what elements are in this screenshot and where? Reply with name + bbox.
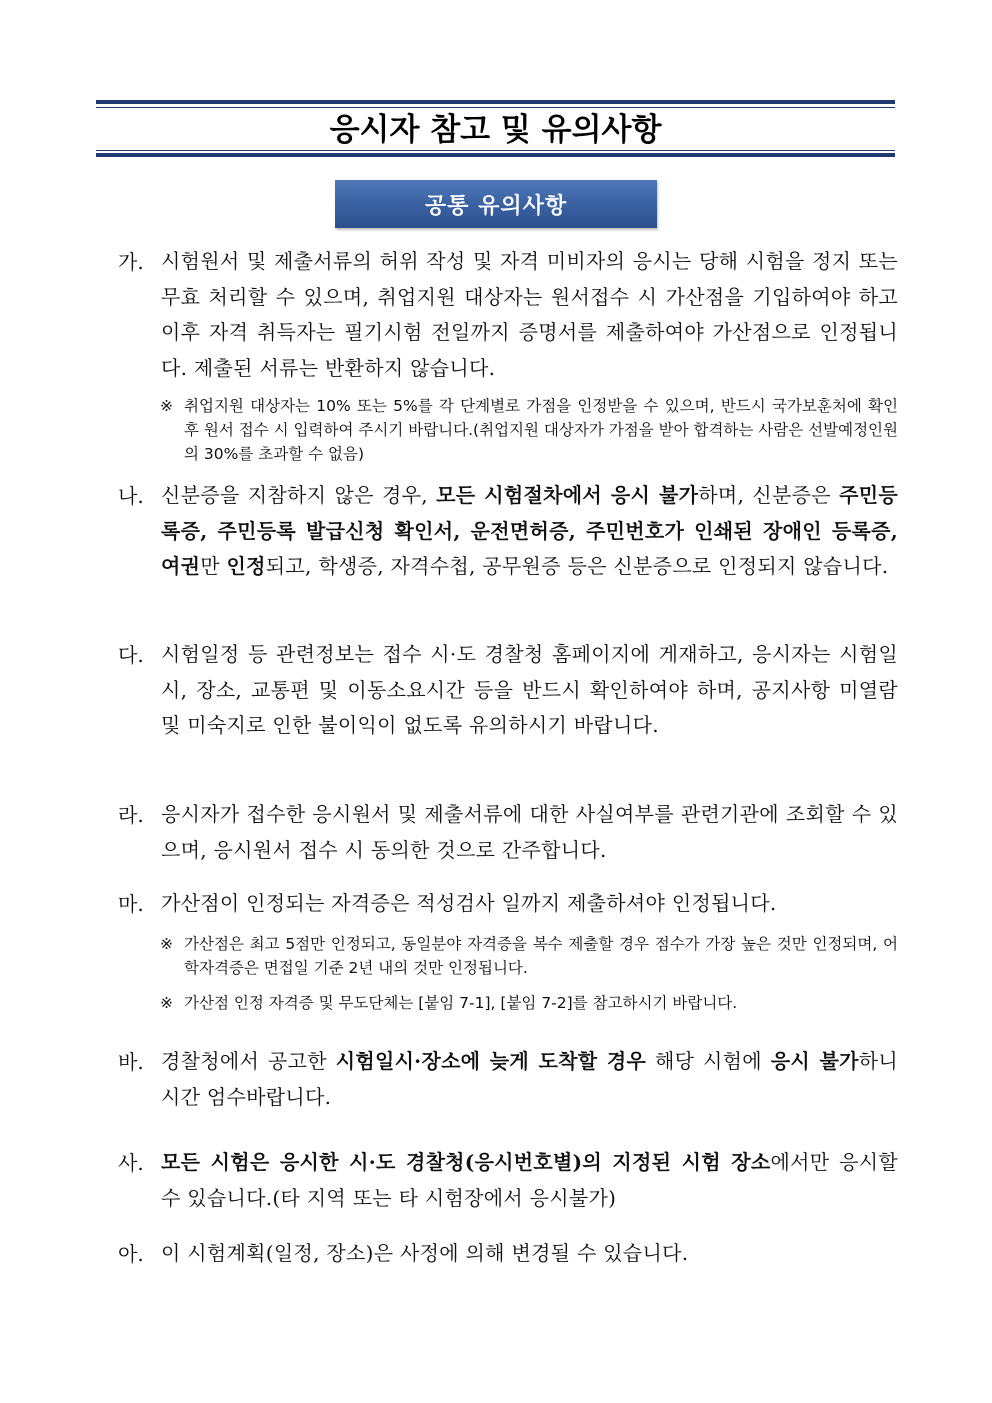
note-ma-2 bbox=[160, 991, 898, 1015]
notice-item-na bbox=[118, 478, 898, 585]
item-marker: 가. bbox=[118, 250, 144, 274]
item-text-part: 에서만 응시할 수 있습니다.(타 지역 또는 타 시험장에서 응시불가) bbox=[161, 1150, 898, 1210]
item-bold-part: 인정 bbox=[226, 554, 266, 578]
note-text: 취업지원 대상자는 10% 또는 5%를 각 단계별로 가점을 인정받을 수 있으며, 반드시 국가보훈처에 확인 후 원서 접수 시 입력하여 주시기 바랍니다.(취업지원 대상자가 가점을 받아 합격하는 사람은 선발예정인원의 30%를 초과할 수 없음) bbox=[184, 397, 898, 463]
notice-item-ba bbox=[118, 1044, 898, 1115]
title-rule-bottom-thin bbox=[96, 150, 895, 151]
item-bold-part: 주민등록증, 주민등록 발급신청 확인서, 운전면허증, 주민번호가 인쇄된 장애인 등록증, 여권 bbox=[161, 483, 898, 578]
notice-item-a bbox=[118, 1236, 898, 1272]
notice-item-sa bbox=[118, 1145, 898, 1216]
item-text-part: 되고, 학생증, 자격수첩, 공무원증 등은 신분증으로 인정되지 않습니다. bbox=[265, 554, 889, 578]
item-marker: 마. bbox=[118, 892, 144, 916]
item-marker: 바. bbox=[118, 1050, 144, 1074]
item-marker: 다. bbox=[118, 643, 144, 667]
item-text-part: 하며, 신분증은 bbox=[698, 483, 840, 507]
title-block bbox=[96, 100, 895, 158]
item-text: 가산점이 인정되는 자격증은 적성검사 일까지 제출하셔야 인정됩니다. bbox=[161, 891, 777, 915]
note-mark: ※ bbox=[160, 935, 173, 953]
note-mark: ※ bbox=[160, 397, 173, 415]
note-text: 가산점은 최고 5점만 인정되고, 동일분야 자격증을 복수 제출할 경우 점수가 가장 높은 것만 인정되며, 어학자격증은 면접일 기준 2년 내의 것만 인정됩니다. bbox=[184, 935, 898, 977]
notice-item-da bbox=[118, 637, 898, 744]
item-text-part: 신분증을 지참하지 않은 경우, bbox=[161, 483, 437, 507]
item-text: 시험원서 및 제출서류의 허위 작성 및 자격 미비자의 응시는 당해 시험을 정지 또는 무효 처리할 수 있으며, 취업지원 대상자는 원서접수 시 가산점을 기입하여야 하고 이후 자격 취득자는 필기시험 전일까지 증명서를 제출하여야 가산점으로 인정됩니다. 제출된 서류는 반환하지 않습니다. bbox=[161, 249, 898, 380]
section-badge-label: 공통 유의사항 bbox=[424, 193, 568, 219]
item-text-part: 만 bbox=[200, 554, 227, 578]
item-text-part: 해당 시험에 bbox=[646, 1049, 771, 1073]
note-mark: ※ bbox=[160, 994, 173, 1012]
page-title: 응시자 참고 및 유의사항 bbox=[329, 112, 662, 148]
note-text: 가산점 인정 자격증 및 무도단체는 [붙임 7-1], [붙임 7-2]를 참고하시기 바랍니다. bbox=[184, 994, 738, 1012]
item-bold-part: 시험일시·장소에 늦게 도착할 경우 bbox=[335, 1049, 647, 1073]
item-bold-part: 모든 시험은 응시한 시·도 경찰청(응시번호별)의 지정된 시험 장소 bbox=[161, 1150, 771, 1174]
item-text bbox=[161, 1044, 898, 1115]
item-text-part: 하니 시간 엄수바랍니다. bbox=[161, 1049, 899, 1109]
item-marker: 사. bbox=[118, 1151, 144, 1175]
title-rule-top-thick bbox=[96, 100, 895, 104]
notice-item-ga bbox=[118, 244, 898, 386]
item-bold-part: 응시 불가 bbox=[770, 1049, 859, 1073]
item-text bbox=[161, 478, 898, 585]
item-marker: 나. bbox=[118, 484, 144, 508]
item-bold-part: 모든 시험절차에서 응시 불가 bbox=[436, 483, 699, 507]
section-badge bbox=[335, 180, 657, 228]
item-marker: 라. bbox=[118, 803, 144, 827]
item-marker: 아. bbox=[118, 1242, 144, 1266]
item-text-part: 경찰청에서 공고한 bbox=[161, 1049, 336, 1073]
notice-item-ra bbox=[118, 797, 898, 868]
item-text bbox=[161, 1145, 898, 1216]
item-text: 응시자가 접수한 응시원서 및 제출서류에 대한 사실여부를 관련기관에 조회할 수 있으며, 응시원서 접수 시 동의한 것으로 간주합니다. bbox=[161, 802, 898, 862]
notice-item-ma bbox=[118, 886, 898, 922]
title-rule-bottom-thick bbox=[96, 153, 895, 157]
item-text: 이 시험계획(일정, 장소)은 사정에 의해 변경될 수 있습니다. bbox=[161, 1241, 689, 1265]
note-ma-1 bbox=[160, 932, 898, 980]
item-text: 시험일정 등 관련정보는 접수 시·도 경찰청 홈페이지에 게재하고, 응시자는 시험일시, 장소, 교통편 및 이동소요시간 등을 반드시 확인하여야 하며, 공지사항 미열람 및 미숙지로 인한 불이익이 없도록 유의하시기 바랍니다. bbox=[161, 642, 898, 737]
note-ga bbox=[160, 394, 898, 466]
title-rule-top-thin bbox=[96, 107, 895, 108]
